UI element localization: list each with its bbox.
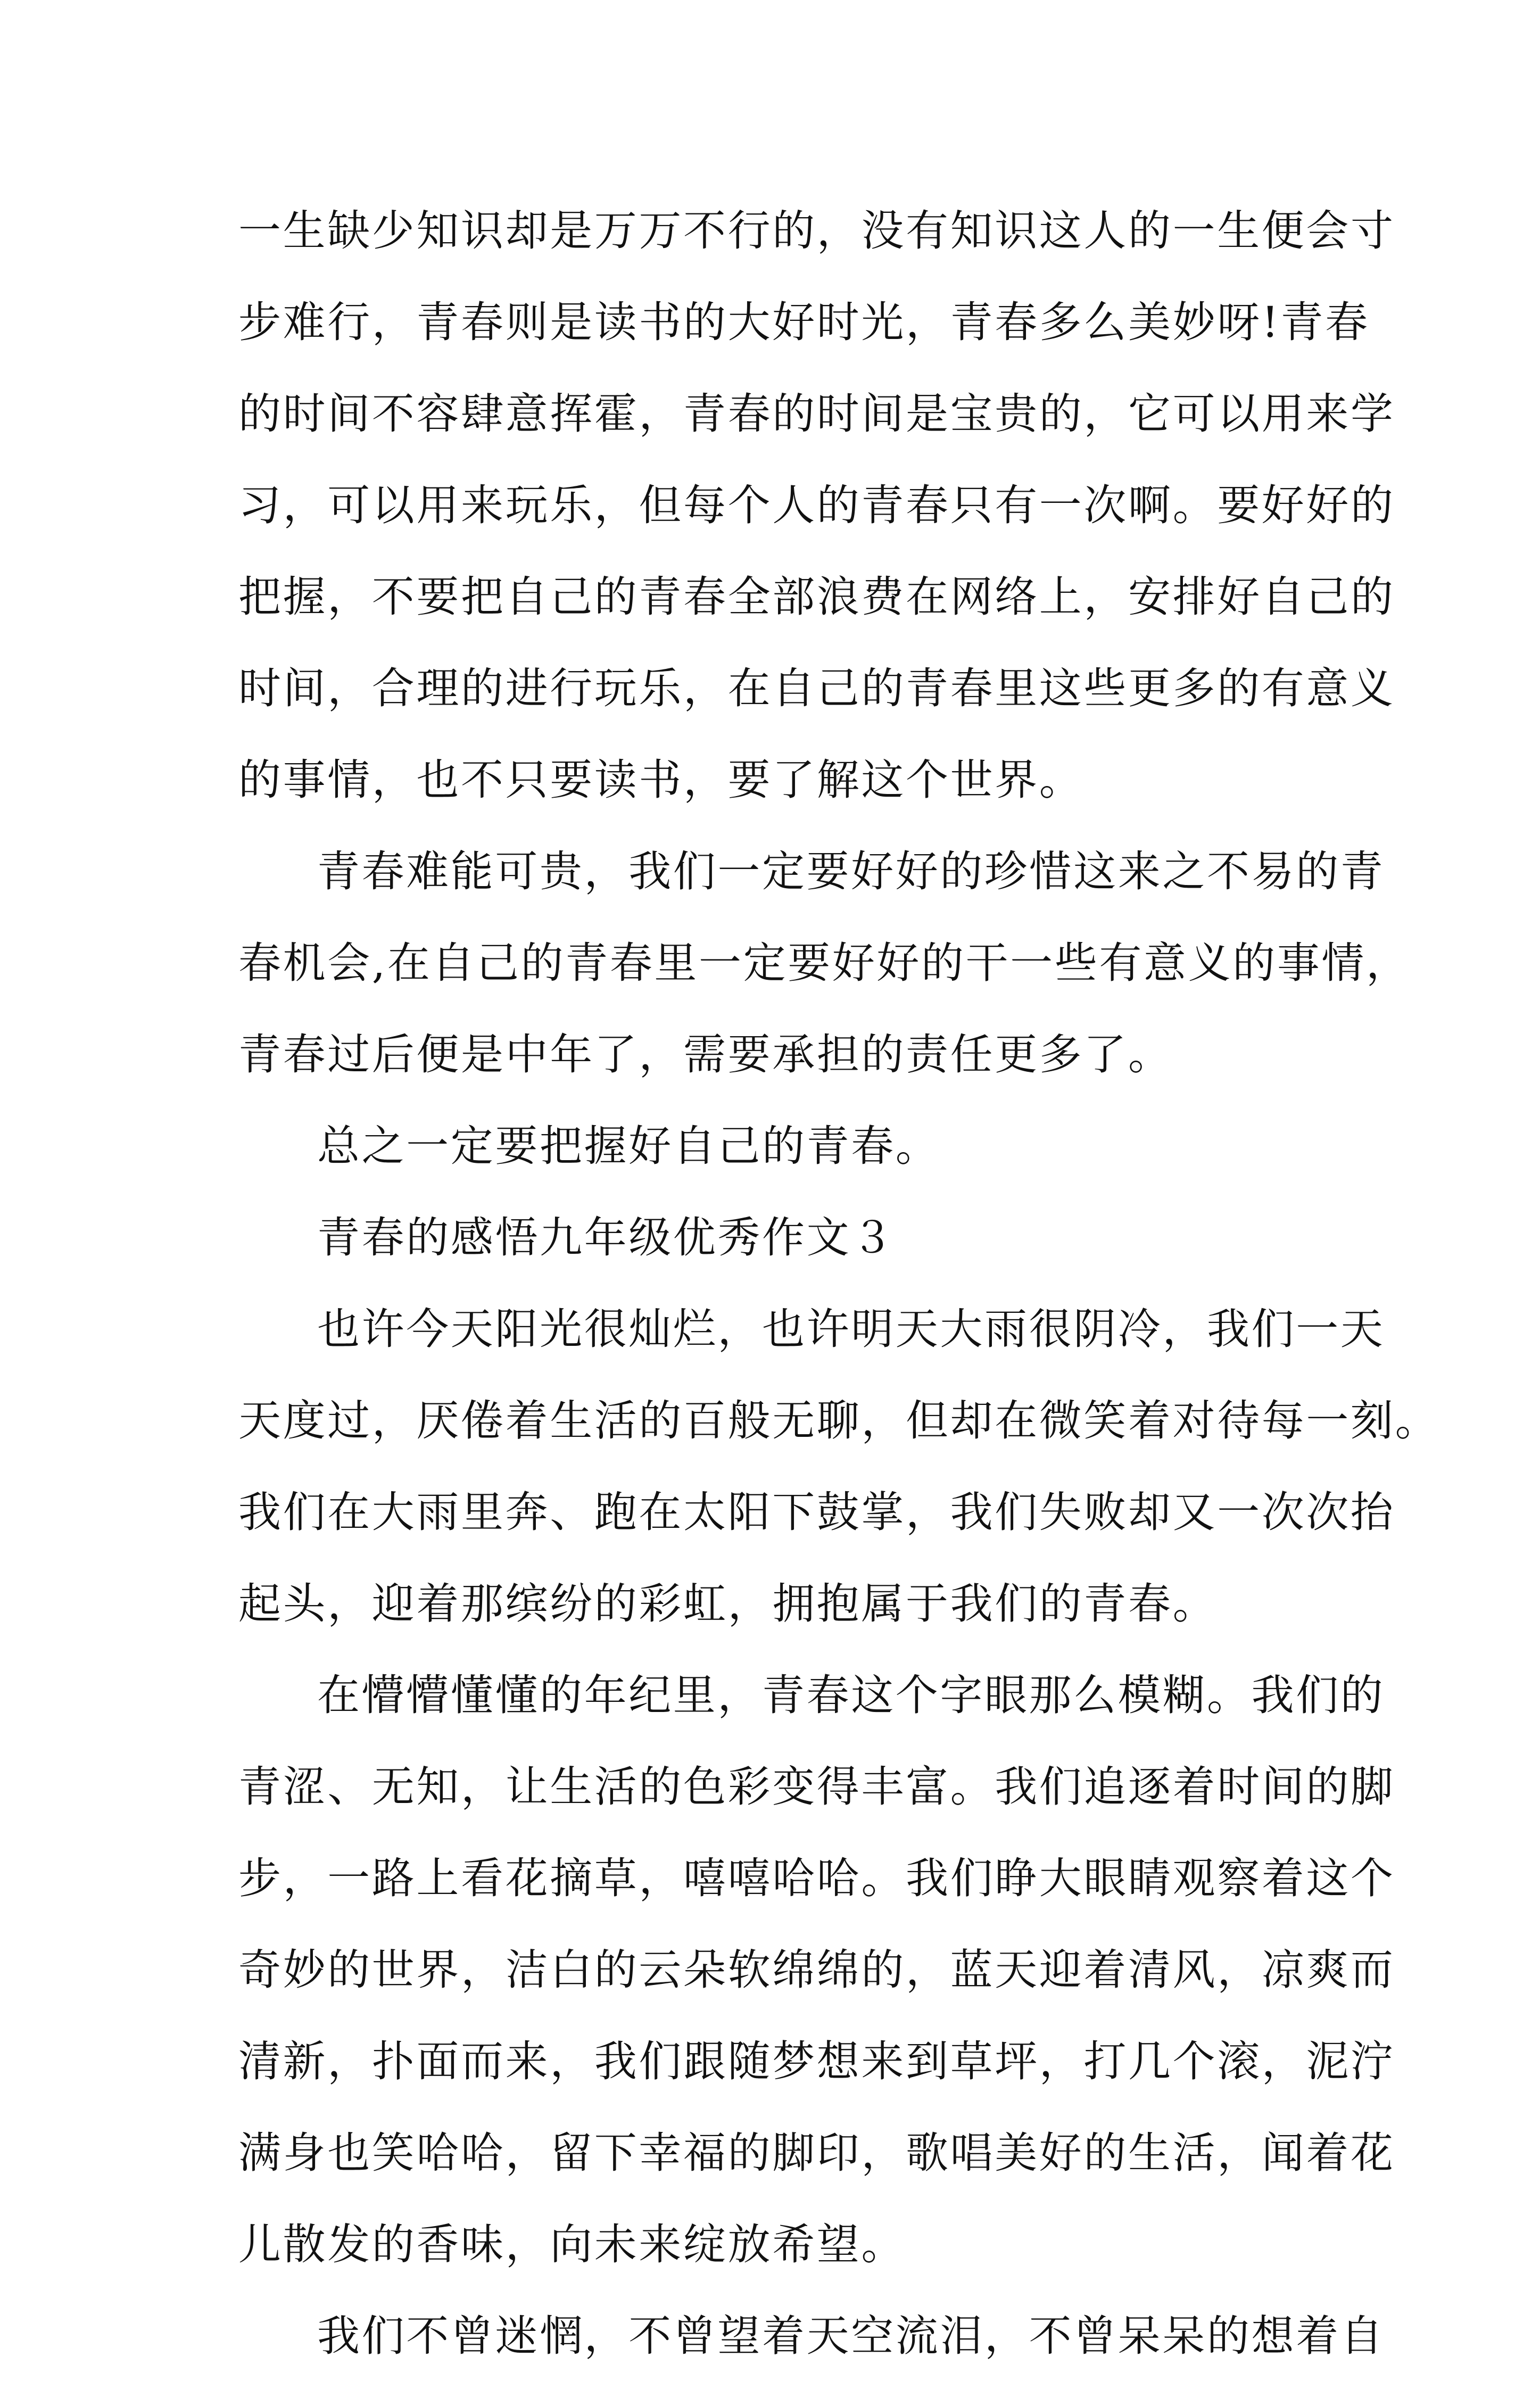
text-line: 起头，迎着那缤纷的彩虹，拥抱属于我们的青春。 xyxy=(238,1579,1218,1628)
text-line: 儿散发的香味，向未来绽放希望。 xyxy=(238,2220,906,2269)
text-line: 步，一路上看花摘草，嘻嘻哈哈。我们睁大眼睛观察着这个 xyxy=(238,1854,1395,1903)
text-line: 我们在大雨里奔、跑在太阳下鼓掌，我们失败却又一次次抬 xyxy=(238,1487,1395,1537)
text-line: 步难行，青春则是读书的大好时光，青春多么美妙呀!青春 xyxy=(238,297,1370,347)
text-line: 的时间不容肆意挥霍，青春的时间是宝贵的，它可以用来学 xyxy=(238,389,1395,439)
text-line: 习，可以用来玩乐，但每个人的青春只有一次啊。要好好的 xyxy=(238,481,1395,530)
text-line: 天度过，厌倦着生活的百般无聊，但却在微笑着对待每一刻。 xyxy=(238,1396,1440,1445)
document-body xyxy=(238,185,1440,2382)
text-line: 的事情，也不只要读书，要了解这个世界。 xyxy=(238,755,1084,805)
paragraph-start-line: 青春难能可贵，我们一定要好好的珍惜这来之不易的青 xyxy=(317,847,1385,896)
paragraph-start-line: 也许今天阳光很灿烂，也许明天大雨很阴冷，我们一天 xyxy=(317,1304,1385,1354)
text-line: 一生缺少知识却是万万不行的，没有知识这人的一生便会寸 xyxy=(238,206,1395,255)
text-line: 青涩、无知，让生活的色彩变得丰富。我们追逐着时间的脚 xyxy=(238,1762,1395,1812)
text-line: 把握，不要把自己的青春全部浪费在网络上，安排好自己的 xyxy=(238,572,1395,622)
paragraph-start-line: 在懵懵懂懂的年纪里，青春这个字眼那么模糊。我们的 xyxy=(317,1670,1385,1720)
text-line: 奇妙的世界，洁白的云朵软绵绵的，蓝天迎着清风，凉爽而 xyxy=(238,1945,1395,1995)
text-line: 满身也笑哈哈，留下幸福的脚印，歌唱美好的生活，闻着花 xyxy=(238,2128,1395,2178)
paragraph-start-line: 总之一定要把握好自己的青春。 xyxy=(317,1121,940,1171)
text-line: 时间，合理的进行玩乐，在自己的青春里这些更多的有意义 xyxy=(238,664,1395,713)
text-line: 清新，扑面而来，我们跟随梦想来到草坪，打几个滚，泥泞 xyxy=(238,2037,1395,2086)
paragraph-start-line: 我们不曾迷惘，不曾望着天空流泪，不曾呆呆的想着自 xyxy=(317,2311,1385,2361)
text-line: 春机会,在自己的青春里一定要好好的干一些有意义的事情， xyxy=(238,938,1411,988)
section-heading: 青春的感悟九年级优秀作文３ xyxy=(317,1213,896,1262)
text-line: 青春过后便是中年了，需要承担的责任更多了。 xyxy=(238,1030,1173,1079)
